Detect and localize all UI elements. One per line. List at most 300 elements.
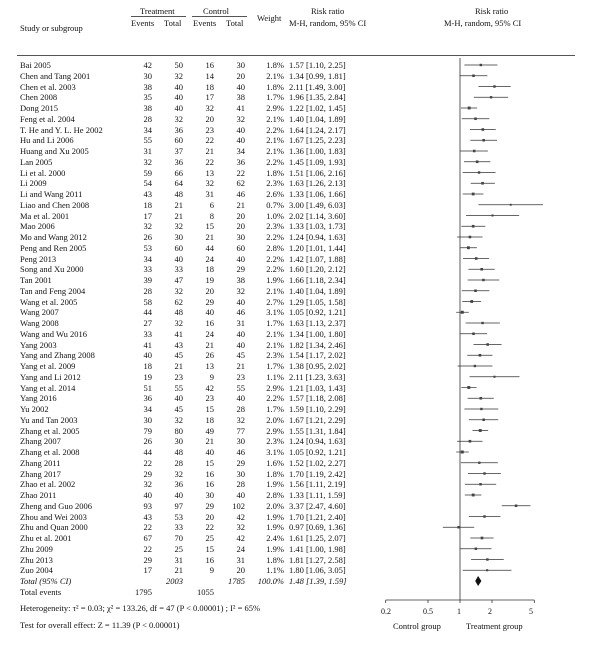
study-cell-ci: 1.51 [1.06, 2.16] — [289, 167, 346, 178]
study-cell-ct: 40 — [236, 393, 245, 404]
study-cell-ce: 13 — [205, 361, 214, 371]
study-cell-tt: 40 — [174, 253, 183, 264]
study-cell-w: 1.7% — [266, 404, 284, 414]
study-cell-tt: 40 — [174, 393, 183, 404]
study-cell-w: 1.6% — [266, 457, 284, 468]
header-method-left: M-H, random, 95% CI — [289, 18, 367, 28]
study-cell-ci: 1.52 [1.02, 2.27] — [289, 457, 346, 468]
point-estimate — [478, 462, 480, 464]
study-cell-tt: 36 — [174, 156, 183, 167]
study-cell-ct: 30 — [236, 232, 245, 242]
study-cell-ci: 1.34 [1.00, 1.80] — [289, 328, 346, 339]
study-cell-ci: 1.34 [0.99, 1.81] — [289, 70, 346, 81]
study-cell-tt: 48 — [174, 189, 183, 199]
header-risk-ratio-right: Risk ratio — [475, 6, 509, 16]
study-cell-te: 59 — [143, 167, 152, 178]
point-estimate — [486, 558, 488, 560]
study-cell-ci: 1.40 [1.04, 1.89] — [289, 113, 346, 124]
point-estimate — [472, 74, 475, 77]
study-cell-name: Zheng and Guo 2006 — [20, 500, 93, 511]
study-cell-ci: 1.80 [1.06, 3.05] — [289, 565, 346, 576]
study-cell-te: 33 — [143, 328, 152, 339]
study-cell-name: Huang and Xu 2005 — [20, 146, 89, 156]
study-cell-te: 43 — [143, 189, 152, 199]
point-estimate — [482, 128, 485, 131]
study-cell-ci: 2.11 [1.23, 3.63] — [289, 371, 346, 382]
point-estimate — [461, 311, 464, 314]
study-cell-w: 2.3% — [266, 350, 284, 361]
study-cell-name: Zhao 2011 — [20, 490, 57, 500]
study-cell-ct: 36 — [236, 156, 245, 167]
study-cell-ct: 42 — [236, 511, 245, 522]
point-estimate — [461, 451, 464, 454]
study-cell-ce: 9 — [209, 371, 214, 382]
study-cell-w: 1.9% — [266, 511, 284, 522]
study-cell-te: 19 — [143, 371, 152, 382]
study-cell-ce: 16 — [205, 468, 214, 479]
point-estimate — [457, 526, 459, 528]
point-estimate — [481, 182, 484, 185]
study-cell-te: 27 — [143, 318, 152, 328]
study-cell-te: 35 — [143, 92, 152, 103]
study-cell-ct: 40 — [236, 339, 245, 350]
study-cell-ct: 21 — [236, 361, 245, 371]
study-cell-w: 1.8% — [266, 60, 284, 70]
study-cell-w: 0.7% — [266, 199, 284, 210]
study-cell-name: Zhu 2013 — [20, 554, 53, 565]
study-cell-ce: 17 — [205, 92, 214, 103]
point-estimate — [491, 214, 493, 216]
study-cell-name: Chen and Tang 2001 — [20, 70, 91, 81]
total-events-label: Total events — [20, 587, 62, 597]
study-cell-name: Yang et al. 2009 — [20, 361, 76, 371]
study-cell-ci: 1.67 [1.25, 2.23] — [289, 135, 346, 146]
study-cell-w: 1.8% — [266, 167, 284, 178]
study-cell-te: 22 — [143, 457, 152, 468]
axis-tick-label: 0.5 — [423, 607, 433, 616]
study-cell-tt: 40 — [174, 92, 183, 103]
study-cell-ce: 8 — [209, 210, 214, 221]
point-estimate — [483, 472, 485, 474]
axis-left-label: Control group — [393, 621, 441, 631]
study-cell-name: Zhang 2011 — [20, 457, 61, 468]
study-cell-ct: 42 — [236, 533, 245, 543]
study-cell-te: 18 — [143, 199, 152, 210]
study-cell-ce: 26 — [205, 350, 214, 361]
study-cell-ci: 1.36 [1.00, 1.83] — [289, 146, 346, 156]
study-cell-ct: 46 — [236, 307, 245, 318]
study-cell-ct: 40 — [236, 253, 245, 264]
point-estimate — [480, 64, 482, 66]
study-cell-w: 2.7% — [266, 296, 284, 307]
study-cell-name: Wang 2007 — [20, 307, 59, 318]
study-cell-tt: 62 — [174, 296, 183, 307]
point-estimate — [467, 246, 470, 249]
total-weight: 100.0% — [257, 576, 284, 586]
study-cell-te: 26 — [143, 232, 152, 242]
study-cell-w: 2.2% — [266, 393, 284, 404]
study-cell-ce: 20 — [205, 285, 214, 296]
study-cell-name: Mo and Wang 2012 — [20, 232, 87, 242]
study-cell-w: 2.2% — [266, 156, 284, 167]
study-cell-name: Li 2009 — [20, 178, 47, 189]
total-label: Total (95% CI) — [20, 576, 72, 586]
study-cell-ce: 21 — [205, 232, 214, 242]
study-cell-tt: 60 — [174, 135, 183, 146]
study-cell-ci: 2.02 [1.14, 3.60] — [289, 210, 346, 221]
study-cell-tt: 32 — [174, 414, 183, 425]
point-estimate — [467, 386, 470, 389]
point-estimate — [490, 96, 492, 98]
study-cell-tt: 64 — [174, 178, 183, 189]
study-cell-w: 2.1% — [266, 328, 284, 339]
study-cell-ct: 20 — [236, 221, 245, 232]
study-cell-w: 2.2% — [266, 253, 284, 264]
study-cell-w: 1.9% — [266, 543, 284, 554]
study-cell-te: 22 — [143, 522, 152, 533]
study-cell-ce: 16 — [205, 554, 214, 565]
study-cell-ci: 2.11 [1.49, 3.00] — [289, 81, 346, 92]
study-cell-ct: 32 — [236, 522, 245, 533]
study-cell-te: 22 — [143, 543, 152, 554]
study-cell-ci: 1.57 [1.10, 2.25] — [289, 60, 346, 70]
point-estimate — [480, 268, 483, 271]
study-cell-ct: 32 — [236, 113, 245, 124]
study-cell-ci: 1.24 [0.94, 1.63] — [289, 232, 346, 242]
header-treatment-events: Events — [131, 18, 155, 28]
axis-tick-label: 2 — [488, 607, 492, 616]
study-cell-ci: 1.33 [1.11, 1.59] — [289, 490, 346, 500]
total-treatment-n: 2003 — [166, 576, 183, 586]
study-cell-name: Wang 2008 — [20, 318, 59, 328]
study-cell-te: 17 — [143, 565, 152, 576]
study-cell-ci: 1.42 [1.07, 1.88] — [289, 253, 346, 264]
study-cell-w: 2.2% — [266, 264, 284, 275]
study-cell-ci: 3.00 [1.49, 6.03] — [289, 199, 346, 210]
study-cell-w: 2.8% — [266, 490, 284, 500]
study-cell-tt: 48 — [174, 447, 183, 457]
study-cell-name: Wang et al. 2005 — [20, 296, 78, 307]
point-estimate — [472, 225, 475, 228]
study-cell-w: 1.0% — [266, 210, 284, 221]
point-estimate — [468, 107, 471, 110]
study-cell-ce: 15 — [205, 221, 214, 232]
study-cell-te: 28 — [143, 113, 152, 124]
point-estimate — [486, 343, 489, 346]
study-cell-te: 67 — [143, 533, 152, 543]
study-cell-te: 31 — [143, 146, 152, 156]
study-cell-name: Song and Xu 2000 — [20, 264, 84, 275]
study-cell-ct: 41 — [236, 103, 245, 113]
study-cell-tt: 28 — [174, 457, 183, 468]
point-estimate — [470, 300, 473, 303]
overall-effect-text: Test for overall effect: Z = 11.39 (P < 0.00001) — [20, 620, 180, 630]
study-cell-ce: 18 — [205, 414, 214, 425]
study-cell-ci: 1.33 [1.06, 1.66] — [289, 189, 346, 199]
study-cell-name: Zhang et al. 2008 — [20, 447, 80, 457]
study-cell-tt: 45 — [174, 404, 183, 414]
study-cell-ct: 60 — [236, 242, 245, 253]
study-cell-ce: 24 — [205, 253, 214, 264]
summary-diamond — [475, 576, 481, 586]
point-estimate — [469, 440, 472, 443]
study-cell-ct: 38 — [236, 275, 245, 285]
study-cell-tt: 66 — [174, 167, 183, 178]
study-cell-ce: 32 — [205, 103, 214, 113]
point-estimate — [474, 117, 477, 120]
study-cell-name: Peng 2013 — [20, 253, 57, 264]
study-cell-name: Tan 2001 — [20, 275, 52, 285]
study-cell-ce: 16 — [205, 479, 214, 490]
study-cell-ci: 0.97 [0.69, 1.36] — [289, 522, 346, 533]
study-cell-ct: 32 — [236, 285, 245, 296]
study-cell-ce: 29 — [205, 500, 214, 511]
study-cell-w: 3.1% — [266, 307, 284, 318]
study-cell-te: 43 — [143, 511, 152, 522]
study-cell-w: 1.9% — [266, 275, 284, 285]
study-cell-te: 32 — [143, 479, 152, 490]
study-cell-te: 32 — [143, 156, 152, 167]
study-cell-ct: 46 — [236, 189, 245, 199]
study-cell-name: Hu and Li 2006 — [20, 135, 74, 146]
study-cell-tt: 53 — [174, 511, 183, 522]
study-cell-ct: 40 — [236, 135, 245, 146]
study-cell-ct: 32 — [236, 414, 245, 425]
study-cell-name: Li et al. 2000 — [20, 167, 66, 178]
total-ci: 1.48 [1.39, 1.59] — [289, 576, 347, 586]
study-cell-tt: 37 — [174, 146, 183, 156]
study-cell-ct: 29 — [236, 264, 245, 275]
point-estimate — [482, 419, 485, 422]
study-cell-te: 51 — [143, 382, 152, 393]
study-cell-w: 1.7% — [266, 361, 284, 371]
point-estimate — [493, 85, 495, 87]
study-cell-name: Yang 2003 — [20, 339, 57, 350]
point-estimate — [480, 397, 483, 400]
study-cell-name: T. He and Y. L. He 2002 — [20, 124, 103, 135]
point-estimate — [475, 548, 477, 550]
study-cell-ci: 1.29 [1.05, 1.58] — [289, 296, 346, 307]
point-estimate — [476, 160, 479, 163]
study-cell-ce: 20 — [205, 511, 214, 522]
study-cell-ce: 6 — [209, 199, 214, 210]
study-cell-tt: 30 — [174, 436, 183, 447]
study-cell-tt: 47 — [174, 275, 183, 285]
study-cell-te: 54 — [143, 178, 152, 189]
study-cell-tt: 30 — [174, 232, 183, 242]
study-cell-tt: 32 — [174, 113, 183, 124]
study-cell-ci: 1.56 [1.11, 2.19] — [289, 479, 346, 490]
study-cell-te: 28 — [143, 285, 152, 296]
study-cell-tt: 25 — [174, 543, 183, 554]
study-cell-ci: 1.57 [1.18, 2.08] — [289, 393, 346, 404]
study-cell-name: Bai 2005 — [20, 60, 51, 70]
axis-tick-label: 1 — [457, 607, 461, 616]
header-control: Control — [203, 6, 229, 16]
study-cell-name: Zhao et al. 2002 — [20, 479, 76, 490]
study-cell-ct: 23 — [236, 371, 245, 382]
study-cell-ci: 1.40 [1.04, 1.89] — [289, 285, 346, 296]
study-cell-name: Ma et al. 2001 — [20, 210, 70, 221]
study-cell-te: 36 — [143, 393, 152, 404]
study-cell-w: 1.8% — [266, 81, 284, 92]
study-cell-name: Zuo 2004 — [20, 565, 53, 576]
header-risk-ratio-left: Risk ratio — [311, 6, 345, 16]
study-cell-ct: 55 — [236, 382, 245, 393]
point-estimate — [481, 537, 484, 540]
study-cell-ct: 30 — [236, 436, 245, 447]
study-cell-w: 2.1% — [266, 113, 284, 124]
point-estimate — [483, 515, 485, 517]
study-cell-w: 2.3% — [266, 436, 284, 447]
study-cell-tt: 21 — [174, 199, 183, 210]
header-study: Study or subgroup — [20, 23, 83, 33]
study-cell-ce: 15 — [205, 404, 214, 414]
study-cell-ci: 1.60 [1.20, 2.12] — [289, 264, 346, 275]
point-estimate — [479, 429, 482, 432]
study-cell-ce: 40 — [205, 447, 214, 457]
point-estimate — [472, 193, 475, 196]
study-cell-ct: 40 — [236, 124, 245, 135]
study-cell-te: 38 — [143, 81, 152, 92]
study-cell-name: Zhang et al. 2005 — [20, 425, 80, 436]
study-cell-ci: 1.61 [1.25, 2.07] — [289, 533, 346, 543]
study-cell-ci: 3.37 [2.47, 4.60] — [289, 500, 346, 511]
study-cell-ce: 32 — [205, 178, 214, 189]
study-cell-ce: 13 — [205, 167, 214, 178]
study-cell-ci: 1.05 [0.92, 1.21] — [289, 447, 346, 457]
study-cell-ct: 31 — [236, 554, 245, 565]
study-cell-w: 2.6% — [266, 189, 284, 199]
total-events-control: 1055 — [197, 587, 214, 597]
study-cell-tt: 97 — [174, 500, 183, 511]
study-cell-ci: 1.38 [0.95, 2.02] — [289, 361, 346, 371]
study-cell-w: 2.8% — [266, 242, 284, 253]
study-cell-te: 29 — [143, 468, 152, 479]
study-cell-te: 18 — [143, 361, 152, 371]
study-cell-ce: 15 — [205, 457, 214, 468]
study-cell-tt: 41 — [174, 328, 183, 339]
study-cell-ci: 1.67 [1.21, 2.29] — [289, 414, 346, 425]
study-cell-w: 1.1% — [266, 371, 284, 382]
study-cell-ci: 1.96 [1.35, 2.84] — [289, 92, 346, 103]
study-cell-name: Yang and Zhang 2008 — [20, 350, 95, 361]
study-cell-name: Yu and Tan 2003 — [20, 414, 78, 425]
point-estimate — [515, 505, 518, 508]
study-cell-te: 93 — [143, 500, 152, 511]
study-cell-tt: 21 — [174, 361, 183, 371]
study-cell-ce: 21 — [205, 146, 214, 156]
study-cell-w: 1.9% — [266, 522, 284, 533]
study-cell-ce: 16 — [205, 60, 214, 70]
study-cell-tt: 43 — [174, 339, 183, 350]
study-cell-tt: 48 — [174, 307, 183, 318]
study-cell-ct: 40 — [236, 296, 245, 307]
study-cell-ct: 40 — [236, 81, 245, 92]
study-cell-ce: 18 — [205, 81, 214, 92]
study-cell-te: 32 — [143, 221, 152, 232]
study-cell-ct: 38 — [236, 92, 245, 103]
study-cell-te: 40 — [143, 350, 152, 361]
study-cell-te: 44 — [143, 307, 152, 318]
study-cell-ct: 34 — [236, 146, 245, 156]
study-cell-ce: 16 — [205, 318, 214, 328]
study-cell-w: 2.9% — [266, 382, 284, 393]
study-cell-tt: 36 — [174, 124, 183, 135]
study-cell-te: 40 — [143, 490, 152, 500]
point-estimate — [510, 204, 512, 206]
study-cell-ct: 31 — [236, 318, 245, 328]
study-cell-ct: 77 — [236, 425, 245, 436]
study-cell-w: 2.4% — [266, 533, 284, 543]
point-estimate — [481, 322, 483, 324]
study-cell-ce: 31 — [205, 189, 214, 199]
study-cell-w: 2.1% — [266, 285, 284, 296]
study-cell-w: 2.3% — [266, 221, 284, 232]
study-cell-w: 1.7% — [266, 318, 284, 328]
study-cell-name: Zhang 2017 — [20, 468, 61, 479]
study-cell-tt: 36 — [174, 479, 183, 490]
study-cell-w: 1.8% — [266, 554, 284, 565]
axis-tick-label: 5 — [529, 607, 533, 616]
study-cell-w: 2.1% — [266, 339, 284, 350]
study-cell-w: 1.9% — [266, 479, 284, 490]
study-cell-ce: 24 — [205, 328, 214, 339]
study-cell-ct: 22 — [236, 167, 245, 178]
study-cell-w: 1.7% — [266, 92, 284, 103]
study-cell-ct: 20 — [236, 565, 245, 576]
study-cell-name: Zhu and Quan 2000 — [20, 522, 88, 533]
study-cell-ci: 1.20 [1.01, 1.44] — [289, 242, 346, 253]
study-cell-tt: 33 — [174, 522, 183, 533]
study-cell-tt: 55 — [174, 382, 183, 393]
study-cell-tt: 21 — [174, 565, 183, 576]
study-cell-te: 79 — [143, 425, 152, 436]
study-cell-te: 42 — [143, 60, 152, 70]
study-cell-name: Tan and Feng 2004 — [20, 285, 86, 296]
study-cell-name: Liao and Chen 2008 — [20, 199, 90, 210]
study-cell-te: 41 — [143, 339, 152, 350]
study-cell-tt: 80 — [174, 425, 183, 436]
study-cell-ci: 1.45 [1.09, 1.93] — [289, 156, 346, 167]
point-estimate — [473, 150, 476, 153]
study-cell-ci: 1.41 [1.00, 1.98] — [289, 543, 346, 554]
study-cell-tt: 60 — [174, 242, 183, 253]
study-cell-ct: 46 — [236, 447, 245, 457]
study-cell-ce: 25 — [205, 533, 214, 543]
study-cell-ce: 23 — [205, 124, 214, 135]
study-cell-w: 1.8% — [266, 468, 284, 479]
study-cell-te: 34 — [143, 253, 152, 264]
study-cell-tt: 31 — [174, 554, 183, 565]
study-cell-te: 30 — [143, 70, 152, 81]
study-cell-ci: 1.81 [1.27, 2.58] — [289, 554, 346, 565]
study-cell-ce: 40 — [205, 307, 214, 318]
point-estimate — [475, 257, 478, 260]
study-cell-ct: 102 — [232, 500, 245, 511]
study-cell-te: 29 — [143, 554, 152, 565]
study-cell-name: Yang 2016 — [20, 393, 57, 404]
study-cell-name: Wang and Wu 2016 — [20, 328, 88, 339]
study-cell-ci: 1.24 [0.94, 1.63] — [289, 436, 346, 447]
study-cell-te: 58 — [143, 296, 152, 307]
study-cell-ct: 40 — [236, 490, 245, 500]
study-cell-ct: 20 — [236, 210, 245, 221]
study-cell-name: Feng et al. 2004 — [20, 113, 75, 124]
study-cell-ce: 20 — [205, 113, 214, 124]
study-cell-ce: 21 — [205, 339, 214, 350]
study-cell-ce: 15 — [205, 543, 214, 554]
